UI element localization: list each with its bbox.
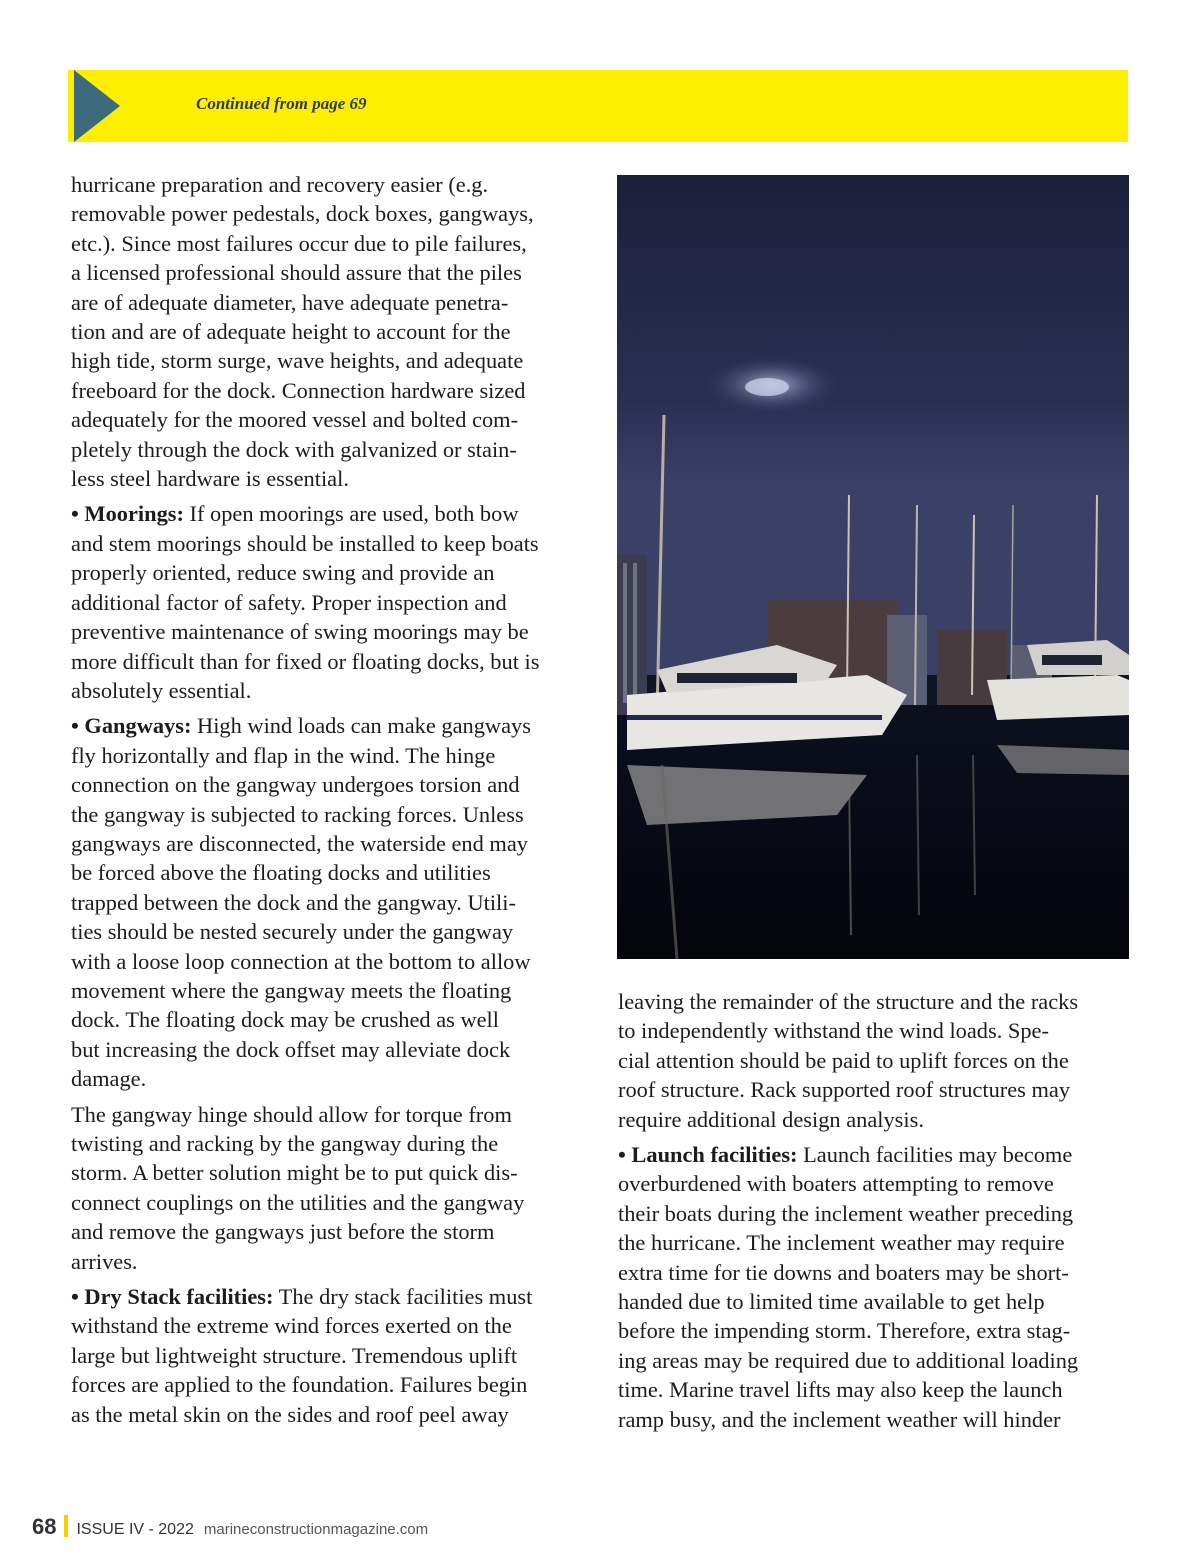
continuation-paragraph: leaving the remainder of the structure and the racks to independently withstand the wind loads. Spe- cial attention should be paid to uplift forces on the roof structure. Rack supported roof structures may require additional design analysis. [618, 989, 1079, 1132]
drystack-paragraph: • Dry Stack facilities: The dry stack facilities must withstand the extreme wind forces exerted on the large but lightweight structure. Tremendous uplift forces are applied to the foundation. Failures begin as the metal skin on the sides and roof peel away [71, 1284, 533, 1427]
marina-photo-illustration [617, 175, 1129, 959]
moorings-paragraph: • Moorings: If open moorings are used, both bow and stem moorings should be installed to keep boats properly oriented, reduce swing and provide an additional factor of safety. Proper inspection and preventive maintenance of swing moorings may be more difficult than for fixed or floating docks, but is absolutely essential. [71, 501, 540, 703]
launch-paragraph: • Launch facilities: Launch facilities may become overburdened with boaters attempting to remove their boats during the inclement weather preceding the hurricane. The inclement weather may require extra time for tie downs and boaters may be short- handed due to limited time available to get help before the impending storm. Therefore, extra stag- ing areas may be required due to additional loading time. Marine travel lifts may also keep the launch ramp busy, and the inclement weather will hinder [618, 1142, 1079, 1432]
drystack-heading: • Dry Stack facilities: [71, 1284, 274, 1310]
right-column [618, 987, 1130, 1440]
hinge-paragraph: The gangway hinge should allow for torque from twisting and racking by the gangway during the storm. A better solution might be to put quick dis- connect couplings on the utilities and the gangway and remove the gangways just before the storm arrives. [71, 1101, 525, 1274]
website-link[interactable]: marineconstructionmagazine.com [203, 1521, 429, 1538]
gangways-heading: • Gangways: [71, 713, 192, 739]
page-footer [32, 1514, 428, 1540]
continued-from-text: Continued from page 69 [196, 94, 367, 113]
launch-heading: • Launch facilities: [618, 1142, 798, 1168]
arrow-icon [68, 70, 128, 142]
intro-paragraph: hurricane preparation and recovery easier (e.g. removable power pedestals, dock boxes, gangways, etc.). Since most failures occur due to pile failures, a licensed professional should assure that the piles are of adequate diameter, have adequate penetra- tion and are of adequate height to account for the high tide, storm surge, wave heights, and adequate freeboard for the dock. Connection hardware sized adequately for the moored vessel and bolted com- pletely through the dock with galvanized or stain- less steel hardware is essential. [71, 172, 534, 492]
continued-banner [68, 70, 1128, 142]
issue-label: ISSUE IV - 2022 [76, 1521, 194, 1538]
moorings-heading: • Moorings: [71, 501, 184, 527]
marina-photo [617, 175, 1129, 959]
left-column [71, 170, 587, 1435]
page-number: 68 [32, 1514, 57, 1539]
footer-divider [64, 1515, 68, 1537]
gangways-paragraph: • Gangways: High wind loads can make gangways fly horizontally and flap in the wind. The hinge connection on the gangway undergoes torsion and the gangway is subjected to racking forces. Unless gangways are disconnected, the waterside end may be forced above the floating docks and utilities trapped between the dock and the gangway. Utili- ties should be nested securely under the gangway with a loose loop connection at the bottom to allow movement where the gangway meets the floating dock. The floating dock may be crushed as well but increasing the dock offset may alleviate dock damage. [71, 713, 531, 1092]
